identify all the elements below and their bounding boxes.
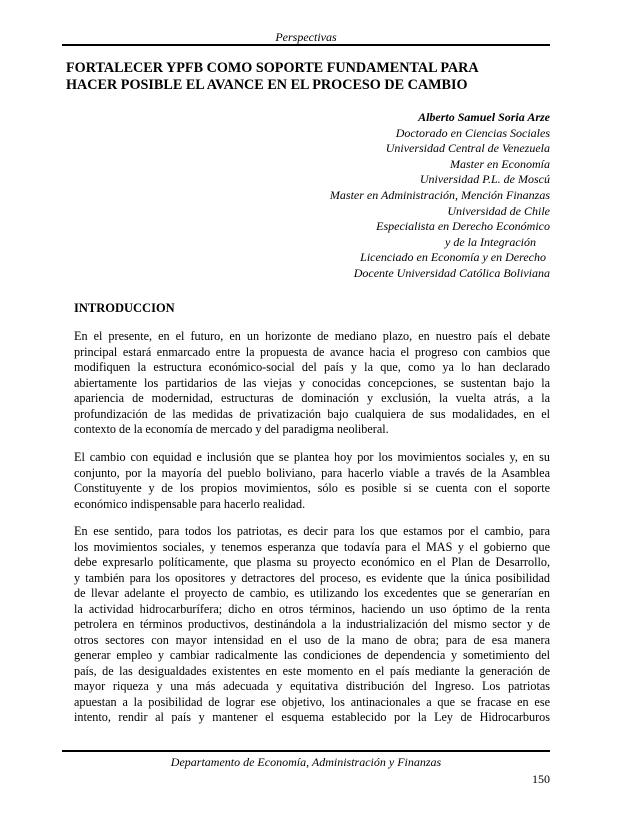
author-credential: Especialista en Derecho Económico [376, 219, 550, 234]
paragraph-1 [74, 329, 550, 438]
author-credential: Universidad P.L. de Moscú [419, 172, 550, 187]
author-name: Alberto Samuel Soria Arze [418, 110, 550, 124]
text-line: de llevar adelante el proyecto de cambio, es utilizando los excedentes que se generarían en [74, 586, 550, 600]
text-line: económico indispensable para hacerlo realidad. [74, 496, 306, 511]
author-credential: y de la Integración [445, 234, 536, 249]
text-line: En el presente, en el futuro, en un horizonte de mediano plazo, en nuestro país el debate [74, 329, 550, 343]
title-line: HACER POSIBLE EL AVANCE EN EL PROCESO DE CAMBIO [66, 77, 468, 93]
text-line: apariencia de modernidad, estructuras de dominación y exclusión, la vuelta atrás, a la [74, 391, 550, 405]
author-credential: Master en Administración, Mención Finanzas [329, 187, 550, 202]
text-line: mayor riqueza y una más adecuada y equitativa distribución del Ingreso. Los patriotas [74, 679, 550, 693]
text-line: Constituyente y de los propios movimientos, sólo es posible si se cuenta con el soporte [74, 481, 550, 495]
paragraph-3 [74, 524, 550, 726]
author-credential: Universidad de Chile [447, 203, 550, 218]
paragraph-2 [74, 450, 550, 512]
text-line: contexto de la economía de mercado y del paradigma neoliberal. [74, 422, 389, 436]
author-credential: Licenciado en Economía y en Derecho [360, 250, 546, 265]
text-line: conjunto, por la mayoría del pueblo boliviano, para hacerlo viable a través de la Asamblea [74, 465, 550, 480]
section-heading: INTRODUCCION [74, 301, 175, 315]
author-credential: Doctorado en Ciencias Sociales [395, 125, 550, 140]
header-rule [62, 44, 550, 46]
article-title [66, 60, 546, 94]
text-line: apuestan a la posibilidad de lograr ese objetivo, los antinacionales a que se fracase en ese [74, 694, 550, 709]
text-line: la actividad hidrocarburífera; dicho en otros términos, haciendo un uso óptimo de la renta [74, 601, 550, 616]
text-line: debe expresarlo políticamente, que plasma su proyecto económico en el Plan de Desarrollo, [74, 555, 550, 569]
footer-department: Departamento de Economía, Administración y Finanzas [170, 755, 442, 769]
text-line: petrolera en términos productivos, destinándola a la industrialización del mismo sector y de [74, 617, 550, 631]
title-line: FORTALECER YPFB COMO SOPORTE FUNDAMENTAL PARA [66, 60, 479, 76]
text-line: El cambio con equidad e inclusión que se plantea hoy por los movimientos sociales y, en su [74, 450, 550, 464]
text-line: país, de las desigualdades existentes en este momento en el país mediante la generación de [74, 663, 550, 678]
author-block [330, 110, 550, 282]
text-line: principal estará enmarcado entre la propuesta de avance hacia el progreso con cambios que [74, 344, 550, 359]
text-line: los movimientos sociales, y tenemos esperanza que todavía para el MAS y el gobierno que [74, 539, 550, 554]
text-line: generar empleo y cambiar radicalmente las condiciones de dependencia y sometimiento del [74, 648, 550, 662]
author-credential: Master en Economía [450, 156, 550, 171]
text-line: y también para los opositores y detractores del proceso, es evidente que la única posibilidad [74, 570, 550, 585]
author-credential: Docente Universidad Católica Boliviana [353, 265, 550, 280]
footer-rule [62, 750, 550, 752]
text-line: otros sectores con mayor intensidad en el uso de la mano de obra; para de esa manera [74, 632, 550, 647]
page-number: 150 [532, 772, 550, 786]
text-line: En ese sentido, para todos los patriotas, es decir para los que estamos por el cambio, para [74, 524, 550, 538]
running-header: Perspectivas [275, 30, 337, 44]
author-credential: Universidad Central de Venezuela [385, 141, 550, 156]
text-line: modifiquen la estructura económico-social del país y la que, como ya lo han declarado [74, 360, 550, 374]
text-line: intento, rendir al país y mantener el esquema establecido por la Ley de Hidrocarburos [74, 710, 550, 724]
text-line: abiertamente los partidarios de las viejas y conocidas concepciones, se sustentan bajo la [74, 375, 550, 390]
text-line: profundización de las medidas de privatización bajo cualquiera de sus modalidades, en el [74, 406, 550, 421]
